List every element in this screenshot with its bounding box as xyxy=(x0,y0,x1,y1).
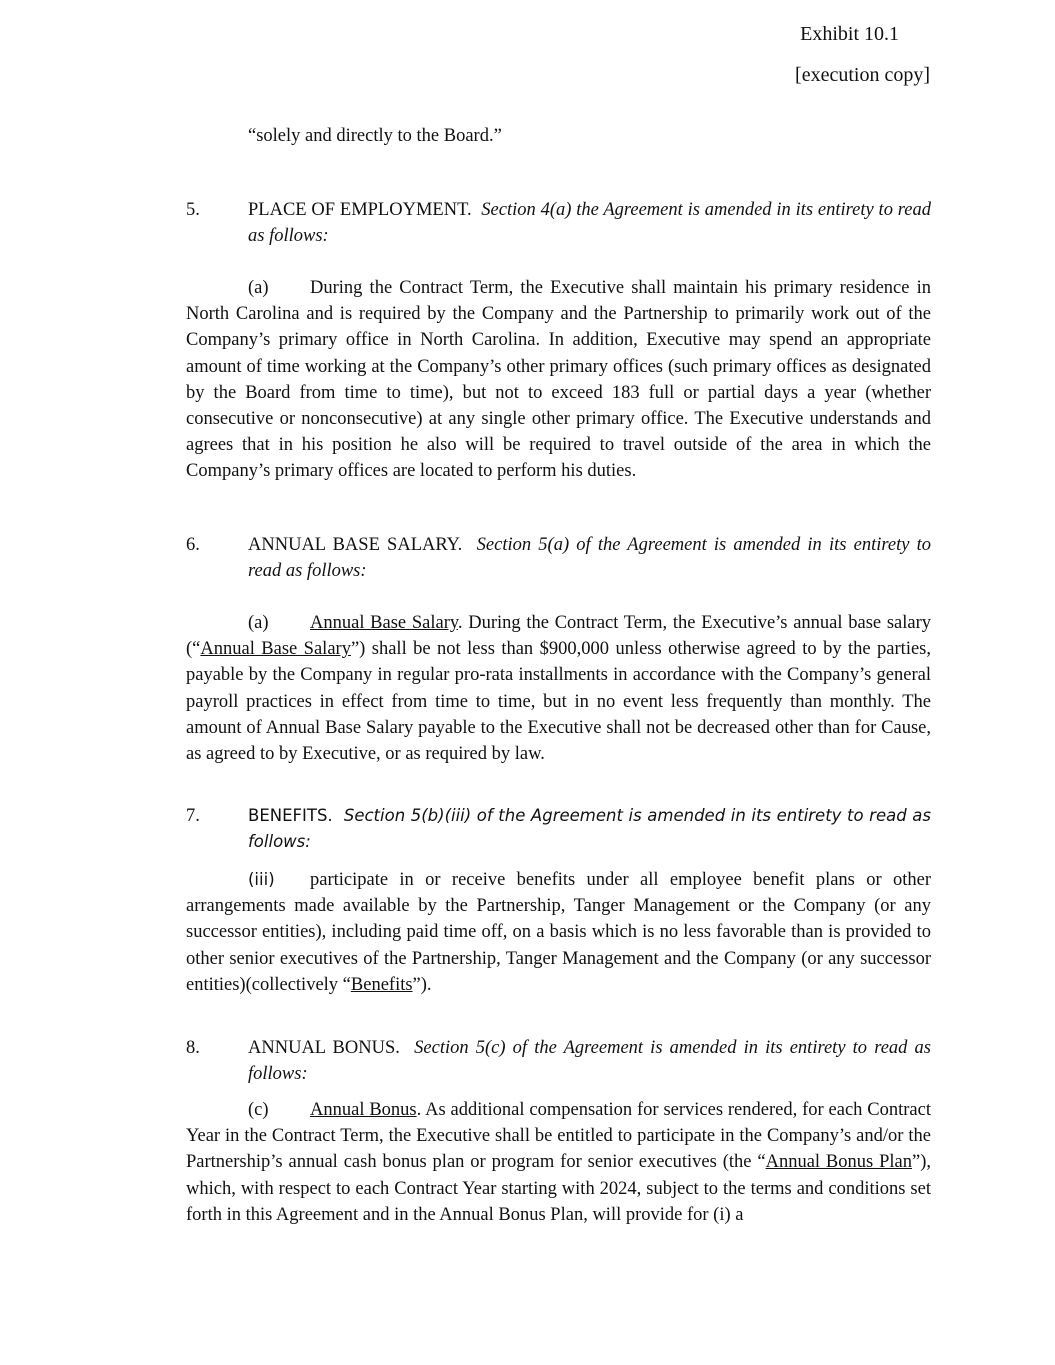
section-6-sub-label: (a) xyxy=(248,613,269,633)
section-7-number: 7. xyxy=(186,806,200,826)
section-8-body-b: ”), which, with respect to each Contract Year starting with 2024, subject to the terms and conditions set forth in this Agreement and in the Annual Bonus Plan, will provide for (i) a xyxy=(186,1152,932,1225)
section-6-heading xyxy=(248,532,931,584)
section-8-term-2: Annual Bonus Plan xyxy=(765,1152,913,1173)
section-5-body-text: During the Contract Term, the Executive shall maintain his primary residence in North Carolina and is required by the Company and the Partnership to primarily work out of the Company’s primary office in North Carolina. In addition, Executive may spend an appropriate amount of time working at the Company’s other primary offices (such primary offices as designated by the Board from time to time), but not to exceed 183 full or partial days a year (whether consecutive or nonconsecutive) at any single other primary office. The Executive understands and agrees that in his position he also will be required to travel outside of the area in which the Company’s primary offices are located to perform his duties. xyxy=(186,278,931,482)
section-7-instruction: Section 5(b)(iii) of the Agreement is amended in its entirety to read as follows: xyxy=(248,806,931,852)
section-7-title: BENEFITS. xyxy=(248,806,333,825)
section-8-body xyxy=(186,1097,931,1228)
section-6-instruction: Section 5(a) of the Agreement is amended in its entirety to read as follows: xyxy=(248,535,932,582)
section-8-number: 8. xyxy=(186,1038,200,1058)
section-5-number: 5. xyxy=(186,200,200,220)
section-7-body-a: participate in or receive benefits under all employee benefit plans or other arrangements made available by the Partnership, Tanger Management or the Company (or any successor entities), including paid time off, on a basis which is no less favorable than is provided to other senior executives of the Partnership, Tanger Management and the Company (or any successor entities)(collectively “ xyxy=(186,870,931,995)
section-6-term-2: Annual Base Salary xyxy=(200,639,351,660)
section-7-body xyxy=(186,867,931,998)
section-8-instruction: Section 5(c) of the Agreement is amended in its entirety to read as follows: xyxy=(248,1038,932,1085)
section-7-body-b: ”). xyxy=(412,974,432,995)
section-5-heading xyxy=(248,197,931,249)
section-5-instruction: Section 4(a) the Agreement is amended in its entirety to read as follows: xyxy=(248,200,931,247)
section-8-term: Annual Bonus xyxy=(310,1100,417,1120)
section-6-body-b: ”) shall be not less than $900,000 unless otherwise agreed to by the parties, payable by the Company in regular pro-rata installments in accordance with the Company’s general payroll practices in effect from time to time, but in no event less frequently than monthly. The amount of Annual Base Salary payable to the Executive shall not be decreased other than for Cause, as agreed to by Executive, or as required by law. xyxy=(186,639,931,765)
section-6-body xyxy=(186,610,931,767)
section-6-term: Annual Base Salary xyxy=(310,613,458,633)
section-7-heading xyxy=(248,803,931,855)
section-6-body-a: . During the Contract Term, the Executive’s annual base salary (“ xyxy=(186,613,932,660)
section-5-sub-label: (a) xyxy=(248,278,269,298)
section-8-title: ANNUAL BONUS. xyxy=(248,1038,400,1058)
section-8-heading xyxy=(248,1035,931,1087)
section-8-sub-label: (c) xyxy=(248,1100,269,1120)
section-7-term: Benefits xyxy=(350,974,413,995)
section-5-body xyxy=(186,275,931,485)
section-5-title: PLACE OF EMPLOYMENT. xyxy=(248,200,472,220)
section-8-body-a: . As additional compensation for services rendered, for each Contract Year in the Contract Term, the Executive shall be entitled to participate in the Company’s and/or the Partnership’s annual cash bonus plan or program for senior executives (the “ xyxy=(186,1100,931,1173)
section-6-number: 6. xyxy=(186,535,200,555)
section-7-sub-label: (iii) xyxy=(248,870,275,889)
exhibit-label: Exhibit 10.1 xyxy=(800,23,899,45)
section-6-title: ANNUAL BASE SALARY. xyxy=(248,535,463,555)
execution-copy-label: [execution copy] xyxy=(795,64,930,86)
carryover-text: “solely and directly to the Board.” xyxy=(248,126,502,146)
